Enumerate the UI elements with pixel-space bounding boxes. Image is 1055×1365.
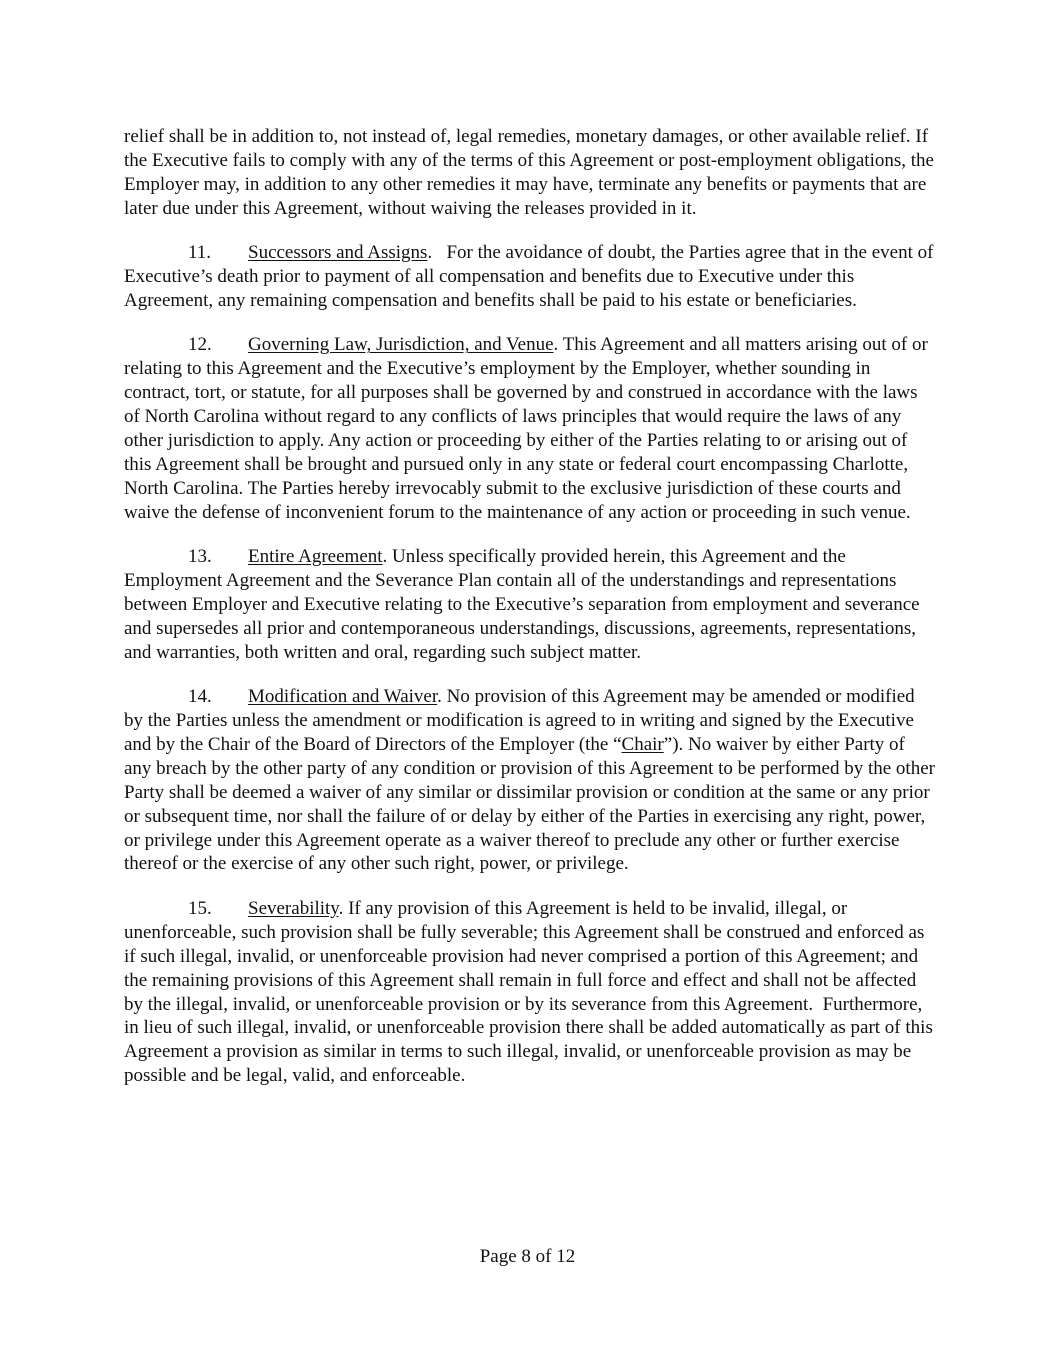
section-title-punctuation: . — [382, 546, 393, 568]
section-15-paragraph — [124, 897, 936, 1088]
defined-term-chair: Chair — [621, 733, 664, 755]
section-number: 12. — [188, 334, 212, 356]
section-title: Entire Agreement — [248, 546, 383, 568]
section-title: Severability — [248, 897, 339, 919]
section-title-punctuation: . — [338, 897, 349, 919]
section-body-part-1: No provision of this Agreement may be amended or modified by the Parties unless the amendment or modification is agreed to in writing and signed by the Executive and by the Chair of the Board of Directors of the Employer (the “ — [124, 686, 915, 755]
section-number: 11. — [188, 242, 212, 264]
section-number: 14. — [188, 686, 212, 708]
section-body: For the avoidance of doubt, the Parties agree that in the event of Executive’s death prior to payment of all compensation and benefits due to Executive under this Agreement, any remaining compensation and benefits shall be paid to his estate or beneficiaries. — [124, 242, 934, 311]
section-title-punctuation: . — [553, 334, 563, 356]
section-body: Unless specifically provided herein, this Agreement and the Employment Agreement and the Severance Plan contain all of the understandings and representations between Employer and Executive relating to the Executive’s separation from employment and severance and supersedes all prior and contemporaneous understandings, discussions, agreements, representations, and warranties, both written and oral, regarding such subject matter. — [124, 546, 920, 663]
section-13-paragraph — [124, 545, 936, 665]
section-title: Successors and Assigns — [248, 242, 428, 264]
section-body: This Agreement and all matters arising out of or relating to this Agreement and the Executive’s employment by the Employer, whether sounding in contract, tort, or statute, for all purposes shall be governed by and construed in accordance with the laws of North Carolina without regard to any conflicts of laws principles that would require the laws of any other jurisdiction to apply. Any action or proceeding by either of the Parties relating to or arising out of this Agreement shall be brought and pursued only in any state or federal court encompassing Charlotte, North Carolina. The Parties hereby irrevocably submit to the exclusive jurisdiction of these courts and waive the defense of inconvenient forum to the maintenance of any action or proceeding in such venue. — [124, 334, 928, 523]
section-title: Modification and Waiver — [248, 686, 438, 708]
document-page — [124, 125, 936, 1109]
section-body: If any provision of this Agreement is held to be invalid, illegal, or unenforceable, such provision shall be fully severable; this Agreement shall be construed and enforced as if such illegal, invalid, or unenforceable provision had never comprised a portion of this Agreement; and the remaining provisions of this Agreement shall remain in full force and effect and shall not be affected by the illegal, invalid, or unenforceable provision or by its severance from this Agreement. Furthermore, in lieu of such illegal, invalid, or unenforceable provision there shall be added automatically as part of this Agreement a provision as similar in terms to such illegal, invalid, or unenforceable provision as may be possible and be legal, valid, and enforceable. — [124, 897, 937, 1087]
section-title-punctuation: . — [427, 242, 447, 264]
section-12-paragraph — [124, 333, 936, 524]
section-14-paragraph — [124, 685, 936, 876]
page-number: Page 8 of 12 — [479, 1246, 576, 1267]
section-number: 13. — [188, 546, 212, 568]
section-11-paragraph — [124, 241, 936, 313]
section-title: Governing Law, Jurisdiction, and Venue — [248, 334, 554, 356]
intro-text: relief shall be in addition to, not instead of, legal remedies, monetary damages, or other available relief. If the Executive fails to comply with any of the terms of this Agreement or post-employment obligations, the Employer may, in addition to any other remedies it may have, terminate any benefits or payments that are later due under this Agreement, without waiving the releases provided in it. — [124, 126, 934, 219]
section-body-part-2: ”). No waiver by either Party of any breach by the other party of any condition or provision of this Agreement to be performed by the other Party shall be deemed a waiver of any similar or dissimilar provision or condition at the same or any prior or subsequent time, nor shall the failure of or delay by either of the Parties in exercising any right, power, or privilege under this Agreement operate as a waiver thereof to preclude any other or further exercise thereof or the exercise of any other such right, power, or privilege. — [124, 733, 935, 875]
section-number: 15. — [188, 897, 212, 919]
intro-paragraph — [124, 125, 936, 221]
page-footer — [0, 1245, 1055, 1269]
section-title-punctuation: . — [437, 686, 447, 708]
